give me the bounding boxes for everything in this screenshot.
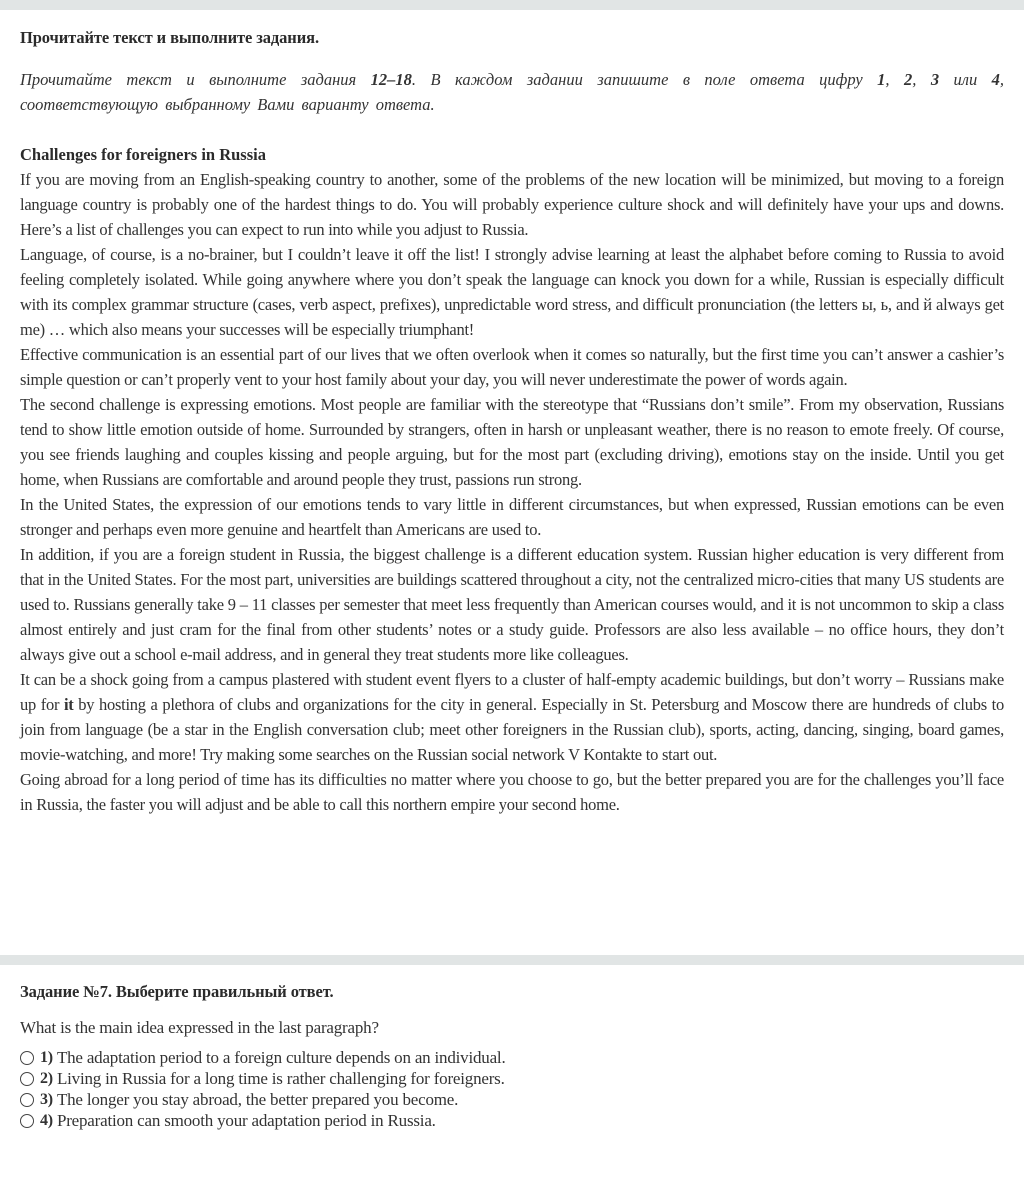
instr-text: Прочитайте текст и выполните задания: [20, 70, 371, 89]
section-separator: [0, 955, 1024, 965]
text: by hosting a plethora of clubs and organizations for the city in general. Especially in St. Petersburg and Moscow there are hundreds of clubs to join from language (be a star in the English conversation club; meet other foreigners in the Russian club), sports, acting, dancing, singing, board games, movie-watching, and more! Try making some searches on the Russian social network V Kontakte to start out.: [20, 695, 1004, 764]
section-heading: Прочитайте текст и выполните задания.: [20, 28, 319, 47]
option-text: Preparation can smooth your adaptation period in Russia.: [56, 1110, 436, 1130]
sep: ,: [912, 70, 931, 89]
digit: 4: [991, 70, 1000, 89]
task-heading: Задание №7. Выберите правильный ответ.: [20, 982, 334, 1001]
instr-text: , соответствующую выбранному Вами варианту ответа.: [20, 70, 1005, 114]
article-paragraph: In the United States, the expression of our emotions tends to vary little in different circumstances, but when expressed, Russian emotions can be even stronger and perhaps even more genuine and heartfelt than Americans are used to.: [20, 495, 1004, 539]
option-number: 3): [40, 1090, 53, 1108]
answer-option-2[interactable]: [20, 1068, 1004, 1089]
answer-option-3[interactable]: [20, 1089, 1004, 1110]
digit: 2: [903, 70, 913, 89]
digit: 3: [930, 70, 940, 89]
top-separator: [0, 0, 1024, 10]
instructions: [20, 67, 1004, 117]
option-text: Living in Russia for a long time is rather challenging for foreigners.: [56, 1068, 505, 1088]
task-range: 12–18: [370, 70, 412, 89]
option-number: 1): [40, 1048, 53, 1066]
article-paragraph-clubs: [20, 667, 1004, 767]
radio-button[interactable]: [20, 1072, 34, 1086]
radio-button[interactable]: [20, 1051, 34, 1065]
option-number: 4): [40, 1111, 53, 1129]
sep: или: [939, 70, 992, 89]
article-paragraph: In addition, if you are a foreign student in Russia, the biggest challenge is a different education system. Russian higher education is very different from that in the United States. For the most part, universities are buildings scattered throughout a city, not the centralized micro-cities that many US students are used to. Russians generally take 9 – 11 classes per semester that meet less frequently than American courses would, and it is not uncommon to skip a class almost entirely and just cram for the final from other students’ notes or a study guide. Professors are also less available – no office hours, they don’t always give out a school e-mail address, and in general they treat students more like colleagues.: [20, 545, 1004, 664]
article-title: Challenges for foreigners in Russia: [20, 145, 266, 164]
article-paragraph: Language, of course, is a no-brainer, but I couldn’t leave it off the list! I strongly advise learning at least the alphabet before coming to Russia to avoid feeling completely isolated. While going anywhere where you don’t speak the language can knock you down for a while, Russian is especially difficult with its complex grammar structure (cases, verb aspect, prefixes), unpredictable word stress, and difficult pronunciation (the letters ы, ь, and й always get me) … which also means your successes will be especially triumphant!: [20, 245, 1004, 339]
sep: ,: [885, 70, 904, 89]
digit: 1: [877, 70, 886, 89]
article-paragraph-last: Going abroad for a long period of time has its difficulties no matter where you choose to go, but the better prepared you are for the challenges you’ll face in Russia, the faster you will adjust and be able to call this northern empire your second home.: [20, 770, 1004, 814]
article-paragraph: The second challenge is expressing emotions. Most people are familiar with the stereotype that “Russians don’t smile”. From my observation, Russians tend to show little emotion outside of home. Surrounded by strangers, often in harsh or unpleasant weather, there is no reason to emote freely. Of course, you see friends laughing and couples kissing and people arguing, but for the most part (excluding driving), emotions stay on the inside. Until you get home, when Russians are comfortable and around people they trust, passions run strong.: [20, 395, 1004, 489]
answer-options: [20, 1047, 1004, 1131]
radio-button[interactable]: [20, 1093, 34, 1107]
instr-text: . В каждом задании запишите в поле ответа цифру: [411, 70, 878, 89]
option-text: The longer you stay abroad, the better prepared you become.: [56, 1089, 459, 1109]
option-text: The adaptation period to a foreign culture depends on an individual.: [56, 1047, 506, 1067]
answer-option-4[interactable]: [20, 1110, 1004, 1131]
answer-option-1[interactable]: [20, 1047, 1004, 1068]
task-section: [0, 982, 1024, 1131]
text: It can be a shock going from a campus plastered with student event flyers to a cluster of half-empty academic buildings, but don’t worry – Russians make up for: [20, 670, 1004, 714]
option-number: 2): [40, 1069, 53, 1087]
bold-word: it: [63, 695, 74, 714]
article-paragraph: If you are moving from an English-speaking country to another, some of the problems of the new location will be minimized, but moving to a foreign language country is probably one of the hardest things to do. You will probably experience culture shock and will definitely have your ups and downs. Here’s a list of challenges you can expect to run into while you adjust to Russia.: [20, 170, 1004, 239]
task-question: What is the main idea expressed in the last paragraph?: [20, 1018, 379, 1037]
article-paragraph: Effective communication is an essential part of our lives that we often overlook when it comes so naturally, but the first time you can’t answer a cashier’s simple question or can’t properly vent to your host family about your day, you will never underestimate the power of words again.: [20, 345, 1004, 389]
reading-section: [0, 28, 1024, 817]
radio-button[interactable]: [20, 1114, 34, 1128]
